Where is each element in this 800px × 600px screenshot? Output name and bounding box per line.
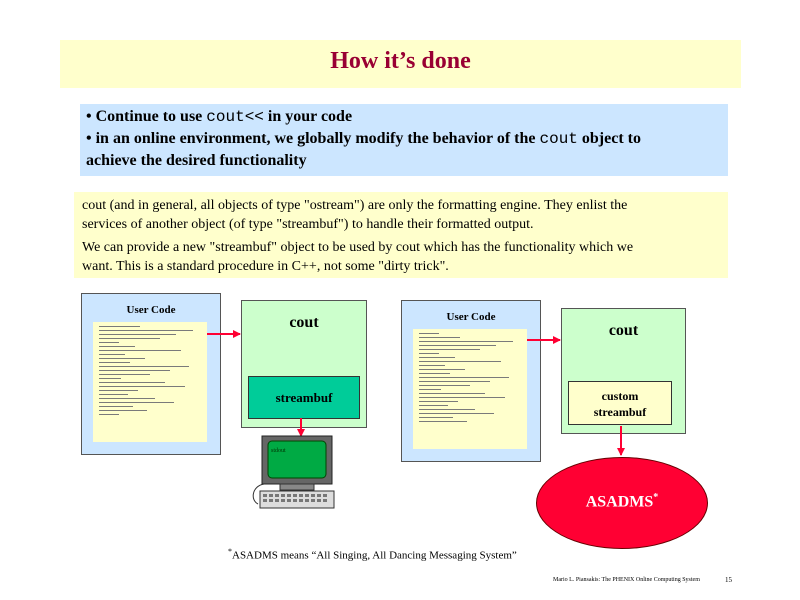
paragraph-2-line-2: want. This is a standard procedure in C++, not some "dirty trick". [82,259,449,274]
bullet-2-pre: • in an online environment, we globally modify the behavior of the [86,130,540,147]
custom-streambuf-line-2: streambuf [593,405,647,419]
footnote [228,547,517,562]
asadms-text: ASADMS [585,493,654,511]
bullet-2-code: cout [539,130,578,148]
paragraph-2-line-1: We can provide a new "streambuf" object to be used by cout which has the functionality which we [82,240,634,255]
bullet-1-pre: • Continue to use [86,108,207,125]
left-cout-label: cout [289,314,319,331]
bullet-2-continued: achieve the desired functionality [86,152,307,169]
streambuf-box: streambuf [248,376,360,419]
paragraph-1-line-1: cout (and in general, all objects of type "ostream") are only the formatting engine. They enlist the [82,198,628,213]
bullet-1-code: cout<< [206,108,264,126]
bullet-1-post: in your code [263,108,353,125]
custom-streambuf-line-1: custom [601,389,639,403]
terminal-stdout-text: stdout [271,448,286,454]
asadms-asterisk: * [653,492,659,503]
bullet-2-post: object to [577,130,641,147]
footnote-text: ASADMS means “All Singing, All Dancing Messaging System” [232,549,517,562]
page-number: 15 [725,576,732,584]
terminal-icon [250,434,340,514]
right-user-code-label: User Code [446,311,496,323]
slide-title: How it’s done [330,48,471,74]
footnote-asterisk: * [228,547,232,556]
footer-author: Mario L. Piansakis: The PHENIX Online Computing System [553,577,700,583]
left-user-code-label: User Code [126,304,176,316]
paragraph-1-line-2: services of another object (of type "streambuf") to handle their formatted output. [82,217,534,232]
right-cout-label: cout [608,322,639,339]
